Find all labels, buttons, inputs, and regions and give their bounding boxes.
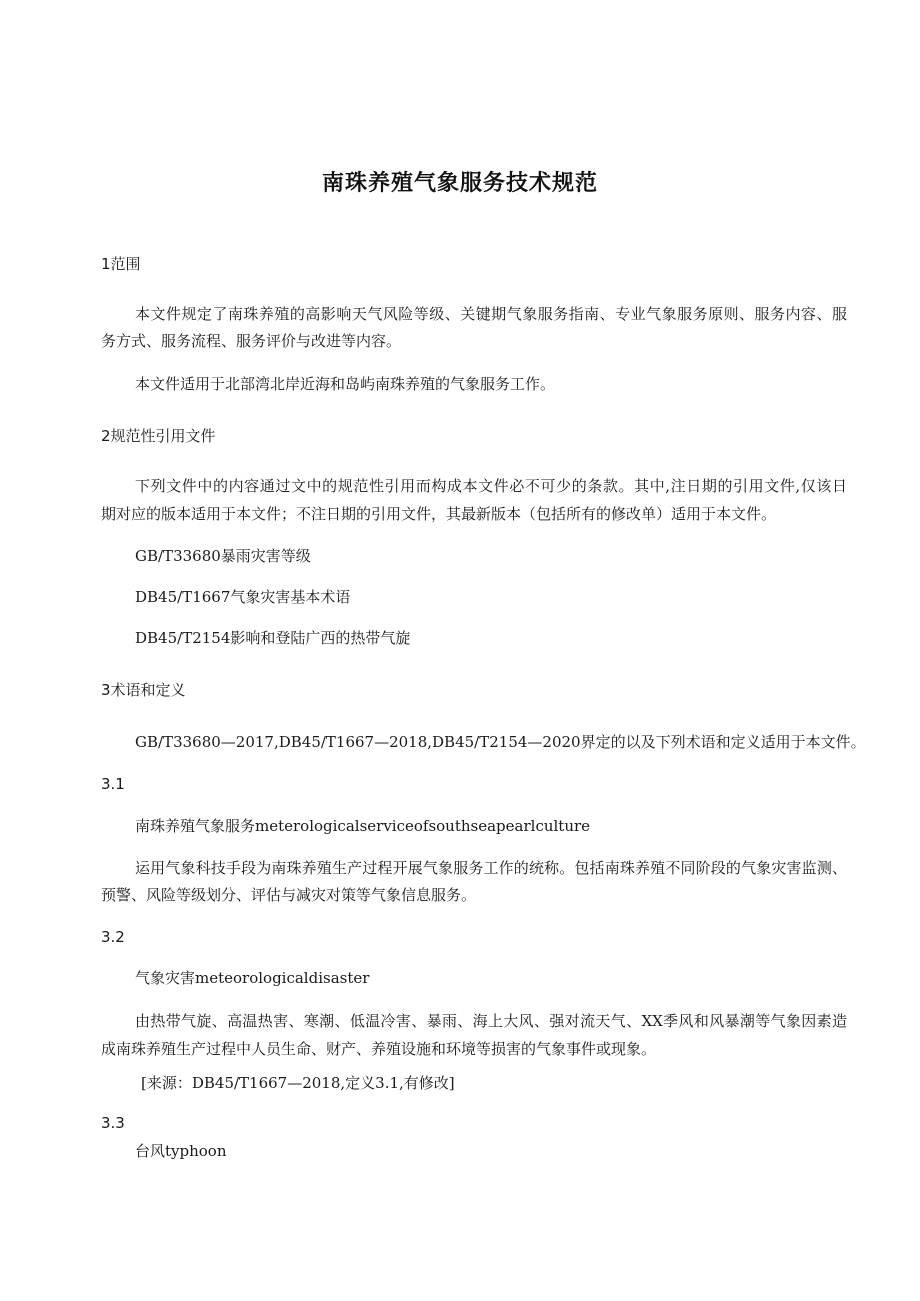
reference-item: DB45/T1667气象灾害基本术语: [135, 588, 351, 606]
term-definition-line: 成南珠养殖生产过程中人员生命、财产、养殖设施和环境等损害的气象事件或现象。: [101, 1040, 657, 1058]
paragraph-line: 务方式、服务流程、服务评价与改进等内容。: [101, 332, 402, 350]
term-number: 3.1: [101, 775, 125, 793]
term-title: 气象灾害meteorologicaldisaster: [135, 969, 370, 987]
section-heading-references: 2规范性引用文件: [101, 427, 216, 445]
term-title: 南珠养殖气象服务meterologicalserviceofsouthseapearlculture: [135, 817, 591, 835]
section-heading-terms: 3术语和定义: [101, 681, 186, 699]
term-title: 台风typhoon: [135, 1142, 227, 1160]
document-title: 南珠养殖气象服务技术规范: [321, 171, 598, 196]
paragraph-line: 下列文件中的内容通过文中的规范性引用而构成本文件必不可少的条款。其中,注日期的引用文件,仅该日: [135, 477, 847, 495]
term-definition-line: 运用气象科技手段为南珠养殖生产过程开展气象服务工作的统称。包括南珠养殖不同阶段的气象灾害监测、: [135, 859, 847, 877]
section-heading-scope: 1范围: [101, 255, 141, 273]
term-definition-line: 由热带气旋、高温热害、寒潮、低温冷害、暴雨、海上大风、强对流天气、XX季风和风暴潮等气象因素造: [135, 1012, 847, 1030]
paragraph: 本文件适用于北部湾北岸近海和岛屿南珠养殖的气象服务工作。: [135, 375, 556, 393]
reference-item: GB/T33680暴雨灾害等级: [135, 547, 311, 565]
term-number: 3.3: [101, 1114, 125, 1132]
term-definition-line: 预警、风险等级划分、评估与减灾对策等气象信息服务。: [101, 886, 477, 904]
paragraph: GB/T33680—2017,DB45/T1667—2018,DB45/T2154—2020界定的以及下列术语和定义适用于本文件。: [135, 733, 866, 751]
paragraph-line: 本文件规定了南珠养殖的高影响天气风险等级、关键期气象服务指南、专业气象服务原则、服务内容、服: [135, 305, 847, 323]
term-source-note: [来源：DB45/T1667—2018,定义3.1,有修改]: [141, 1074, 455, 1092]
reference-item: DB45/T2154影响和登陆广西的热带气旋: [135, 629, 411, 647]
paragraph-line: 期对应的版本适用于本文件；不注日期的引用文件，其最新版本（包括所有的修改单）适用于本文件。: [101, 505, 777, 523]
term-number: 3.2: [101, 928, 125, 946]
